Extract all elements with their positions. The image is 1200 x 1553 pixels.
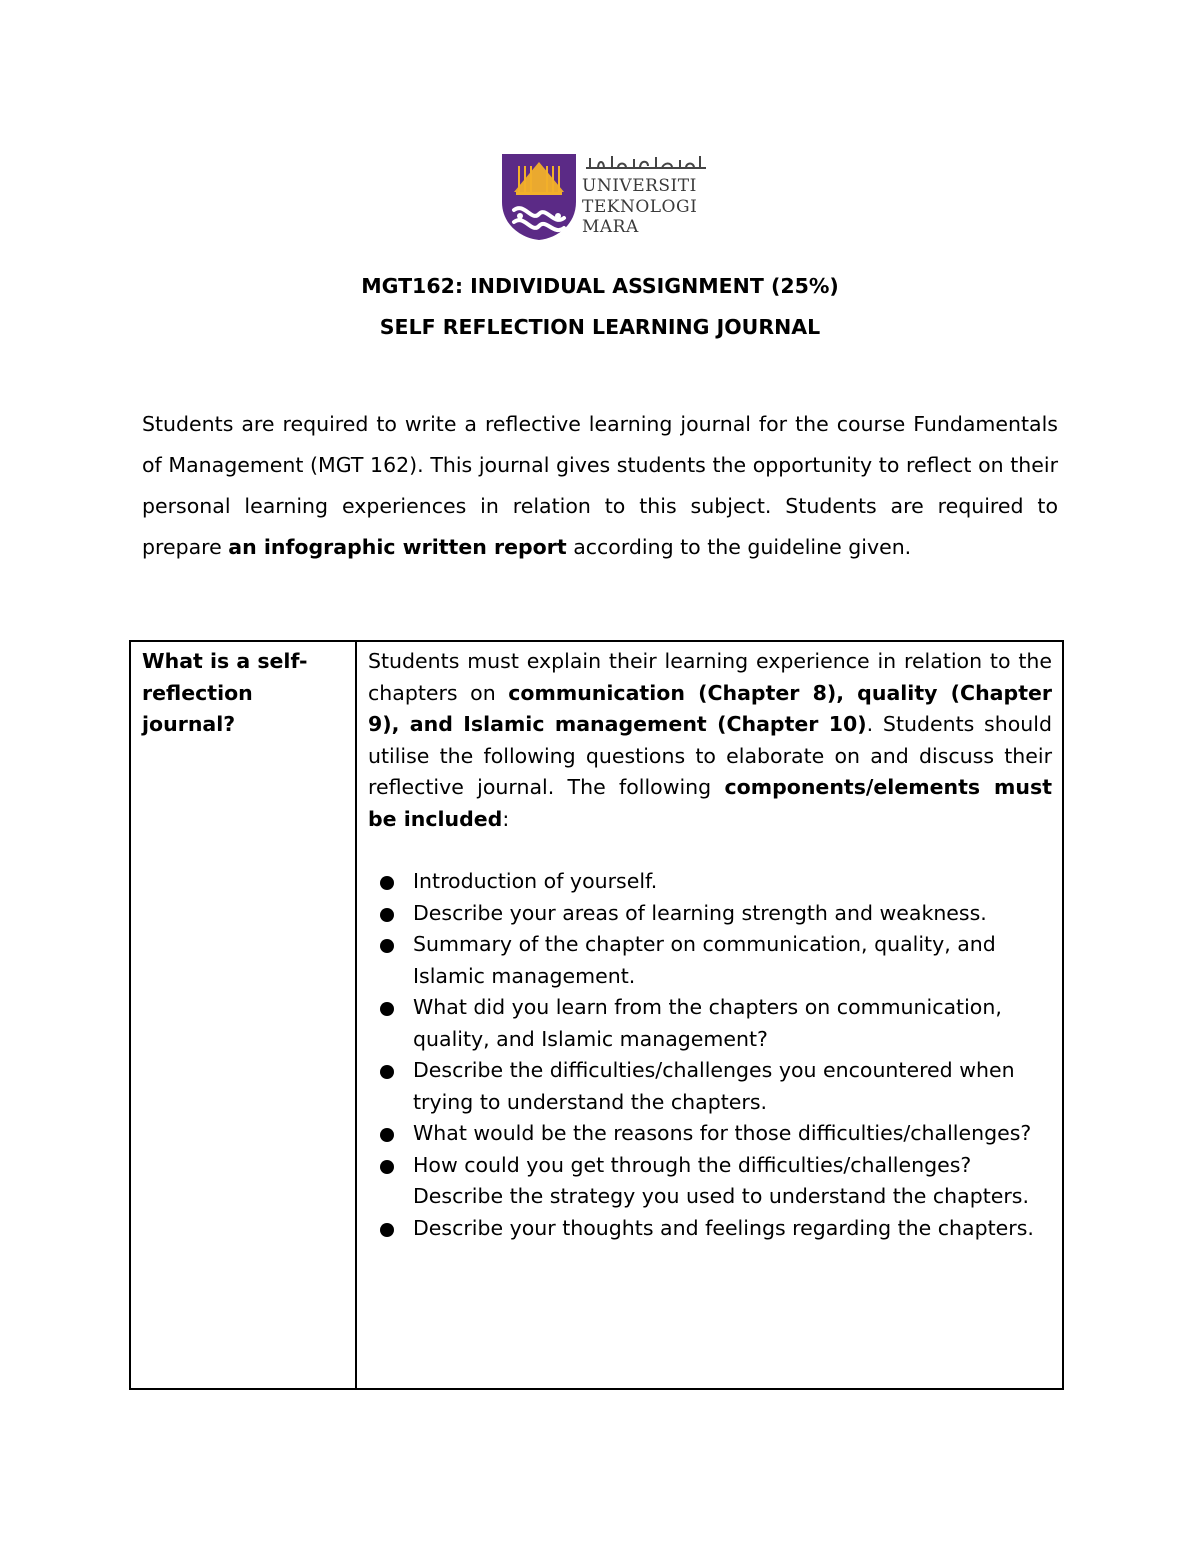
intro-bold-text: an infographic written report [228,535,567,559]
list-item-text: Introduction of yourself. [413,869,658,893]
bullet-icon [380,1065,394,1079]
list-item-text: Describe the difficulties/challenges you encountered when trying to understand the chapters. [413,1058,1015,1114]
list-item [368,898,1052,930]
desc-text: : [502,806,510,831]
list-item-text: Describe your thoughts and feelings regarding the chapters. [413,1215,1034,1240]
list-item [368,1118,1052,1150]
list-item [368,1213,1052,1245]
university-name [582,176,697,238]
table-heading-cell [131,642,357,1388]
components-list [368,866,1052,1244]
list-item-text: Summary of the chapter on communication, quality, and Islamic management. [413,932,996,988]
intro-text: according to the guideline given. [566,535,912,559]
university-logo [500,152,710,242]
university-name-line: TEKNOLOGI [582,196,698,217]
list-item-text: What did you learn from the chapters on communication, quality, and Islamic management? [413,995,1002,1051]
desc-bold-text: communication (Chapter 8), quality (Chapter 9), and Islamic management (Chapter 10) [368,680,1053,736]
bullet-icon [380,1160,394,1174]
intro-paragraph [142,404,1058,568]
bullet-icon [380,876,394,890]
table-description [368,646,1052,835]
university-name-line: MARA [582,217,639,237]
university-name-line: UNIVERSITI [582,176,697,196]
intro-text: Students are required to write a reflective learning journal for the course Fundamentals of Management (MGT 162). This journal gives students the opportunity to reflect on their personal learning experiences in relation to this subject. Students are required to prepare [142,412,1058,559]
jawi-script-logo-text [584,154,708,172]
assignment-title: MGT162: INDIVIDUAL ASSIGNMENT (25%) [361,274,839,298]
desc-text: . Students should utilise the following questions to elaborate on and discuss their reflective journal. The following [368,712,1052,799]
uitm-crest-icon [500,152,578,242]
list-item-text: How could you get through the difficulties/challenges? Describe the strategy you used to understand the chapters. [413,1152,1030,1208]
desc-text: Students must explain their learning experience in relation to the chapters on [368,649,1052,705]
bullet-icon [380,908,394,922]
list-item [368,1055,1052,1118]
list-item [368,866,1052,898]
table-content-cell [357,642,1062,1388]
table-heading: What is a self-reflection journal? [142,649,308,736]
list-item [368,992,1052,1055]
guideline-table [129,640,1064,1390]
bullet-icon [380,939,394,953]
bullet-icon [380,1002,394,1016]
bullet-icon [380,1128,394,1142]
list-item-text: Describe your areas of learning strength and weakness. [413,900,987,925]
assignment-subtitle: SELF REFLECTION LEARNING JOURNAL [379,315,821,339]
list-item [368,1150,1052,1213]
list-item [368,929,1052,992]
desc-bold-text: components/elements must be included [368,775,1052,831]
bullet-icon [380,1223,394,1237]
list-item-text: What would be the reasons for those difficulties/challenges? [413,1121,1032,1145]
